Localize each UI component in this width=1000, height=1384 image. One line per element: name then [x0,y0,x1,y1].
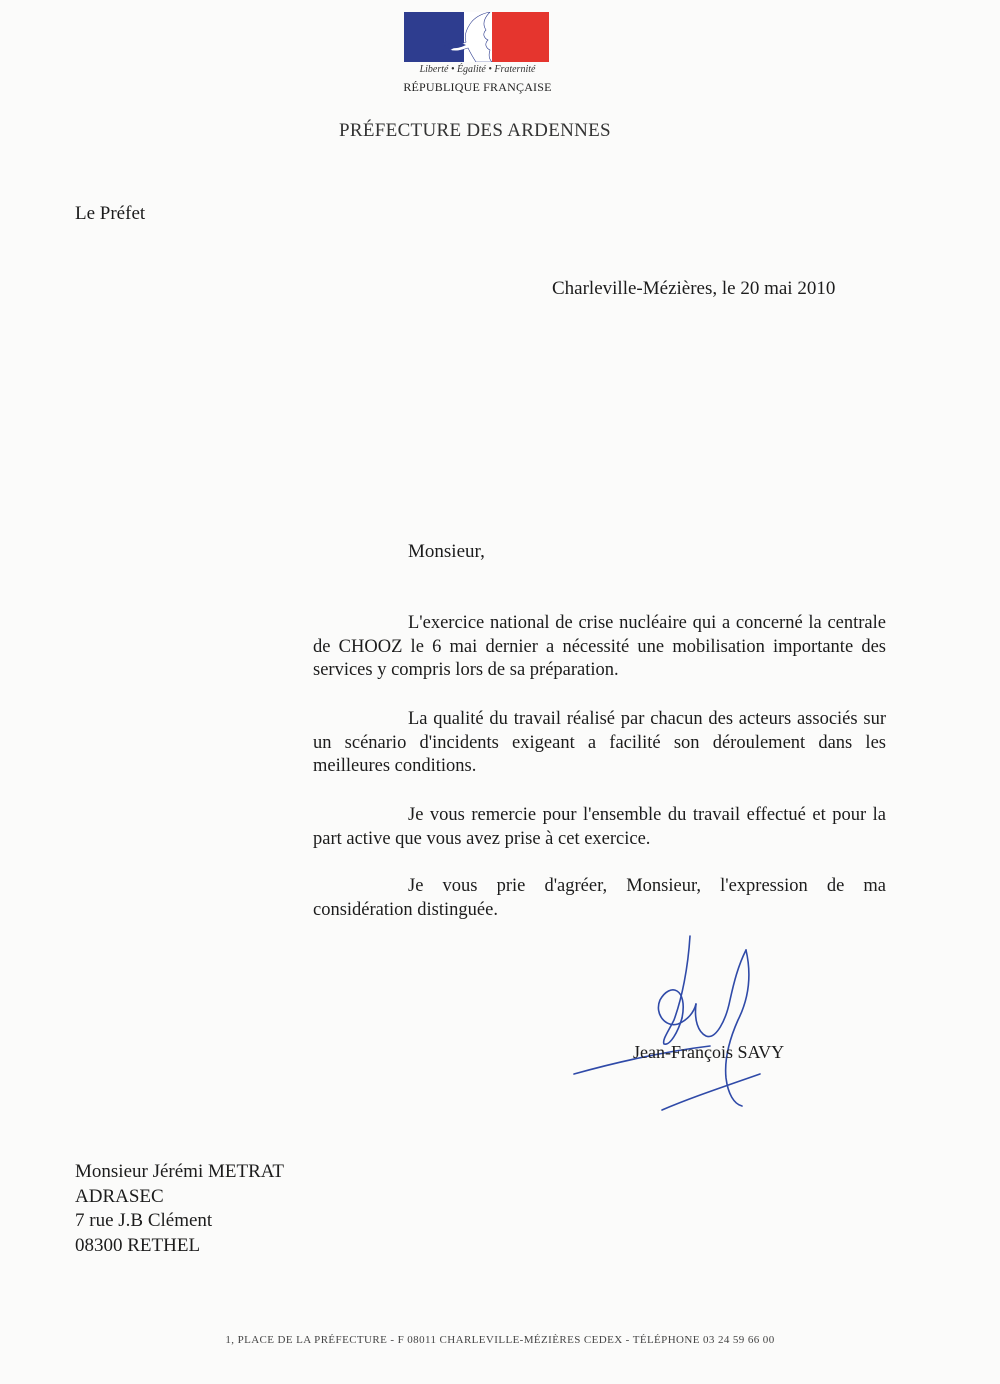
body-paragraph-2: La qualité du travail réalisé par chacun des acteurs associés sur un scénario d'incidents exigeant a facilité son déroulement dans les meilleures conditions. [313,709,886,776]
recipient-name: Monsieur Jérémi METRAT [75,1161,284,1182]
recipient-organization: ADRASEC [75,1185,164,1207]
body-paragraph-1: L'exercice national de crise nucléaire qui a concerné la centrale de CHOOZ le 6 mai dernier a nécessité une mobilisation importante des services y compris lors de sa préparation. [313,613,886,680]
footer-address: 1, PLACE DE LA PRÉFECTURE - F 08011 CHARLEVILLE-MÉZIÈRES CEDEX - TÉLÉPHONE 03 24 59 66 00 [225,1334,775,1346]
prefecture-title: PRÉFECTURE DES ARDENNES [339,120,611,141]
republic-motto: Liberté • Égalité • Fraternité [419,64,536,75]
recipient-city: 08300 RETHEL [75,1234,201,1256]
body-paragraph-3: Je vous remercie pour l'ensemble du travail effectué et pour la part active que vous avez prise à cet exercice. [313,805,886,849]
recipient-address [75,1160,284,1258]
sender-title: Le Préfet [75,203,146,224]
republic-name: RÉPUBLIQUE FRANÇAISE [403,80,552,94]
date-line: Charleville-Mézières, le 20 mai 2010 [552,278,836,299]
signer-name: Jean-François SAVY [633,1042,785,1062]
salutation: Monsieur, [408,541,485,562]
recipient-street: 7 rue J.B Clément [75,1210,213,1231]
handwritten-signature [570,928,810,1118]
body-paragraph-4: Je vous prie d'agréer, Monsieur, l'expression de ma considération distinguée. [313,876,886,920]
marianne-emblem-icon [404,12,549,62]
